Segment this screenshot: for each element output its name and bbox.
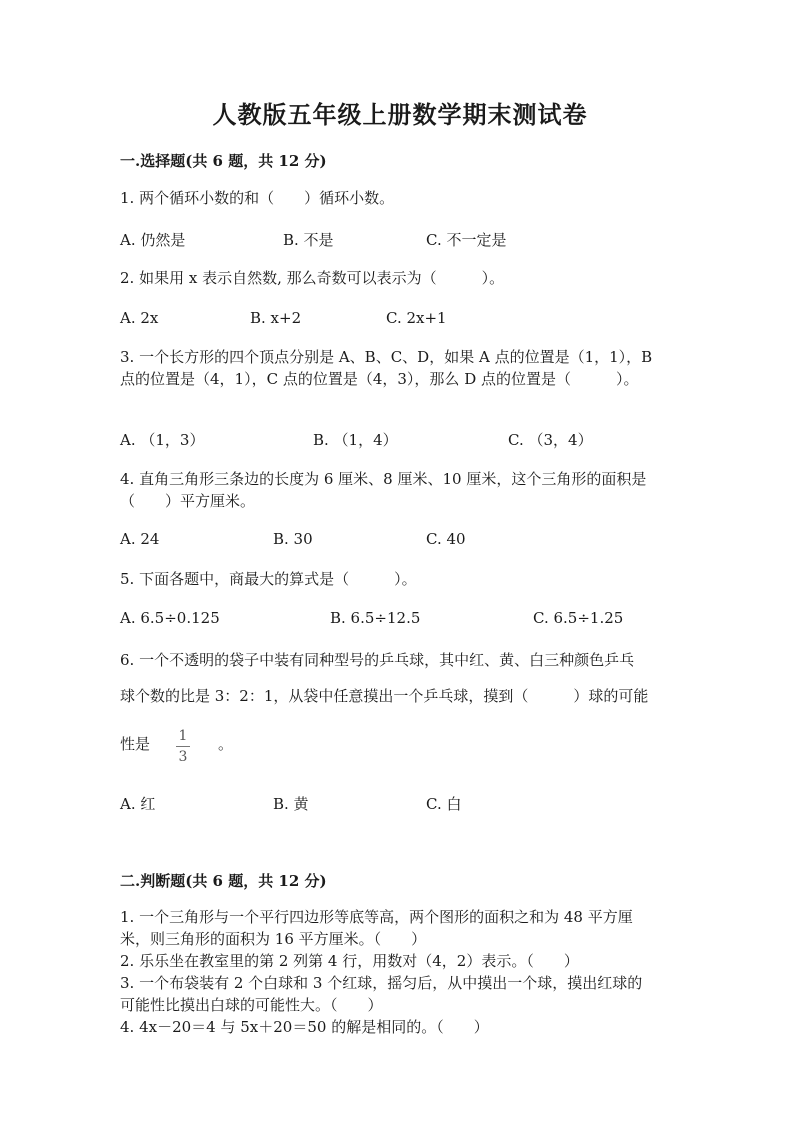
question-6-option-b: B. 黄 <box>273 795 309 813</box>
question-3-text-line-2: 点的位置是（4，1），C 点的位置是（4，3），那么 D 点的位置是（ ）。 <box>120 370 639 388</box>
fraction-numerator: 1 <box>178 728 188 744</box>
question-2-option-a: A. 2x <box>120 309 159 327</box>
page-title: 人教版五年级上册数学期末测试卷 <box>212 100 588 129</box>
judgement-line-3: 2. 乐乐坐在教室里的第 2 列第 4 行，用数对（4，2）表示。（ ） <box>120 952 579 970</box>
question-1-option-b: B. 不是 <box>283 231 334 249</box>
judgement-line-2: 米，则三角形的面积为 16 平方厘米。（ ） <box>120 930 427 948</box>
judgement-line-6: 4. 4x－20＝4 与 5x＋20＝50 的解是相同的。（ ） <box>120 1018 489 1036</box>
question-1-option-a: A. 仍然是 <box>120 231 186 249</box>
question-1-option-c: C. 不一定是 <box>426 231 507 249</box>
question-2-option-b: B. x+2 <box>250 309 302 327</box>
question-5-text: 5. 下面各题中，商最大的算式是（ ）。 <box>120 570 417 588</box>
section-heading-choice: 一.选择题(共 6 题，共 12 分) <box>120 152 327 170</box>
judgement-line-5: 可能性比摸出白球的可能性大。（ ） <box>120 996 383 1014</box>
fraction-one-third <box>175 728 191 765</box>
question-1-text: 1. 两个循环小数的和（ ）循环小数。 <box>120 189 395 207</box>
question-3-option-c: C. （3，4） <box>508 431 593 449</box>
question-4-option-a: A. 24 <box>120 530 160 548</box>
judgement-line-4: 3. 一个布袋装有 2 个白球和 3 个红球，摇匀后，从中摸出一个球，摸出红球的 <box>120 974 643 992</box>
question-4-option-c: C. 40 <box>426 530 466 548</box>
judgement-line-1: 1. 一个三角形与一个平行四边形等底等高，两个图形的面积之和为 48 平方厘 <box>120 908 633 926</box>
question-3-option-a: A. （1，3） <box>120 431 205 449</box>
question-3-option-b: B. （1，4） <box>313 431 398 449</box>
question-3-text-line-1: 3. 一个长方形的四个顶点分别是 A、B、C、D，如果 A 点的位置是（1，1），B <box>120 348 653 366</box>
question-5-option-c: C. 6.5÷1.25 <box>533 609 624 627</box>
question-6-text-trail: 。 <box>218 735 234 753</box>
question-6-option-c: C. 白 <box>426 795 462 813</box>
question-2-option-c: C. 2x+1 <box>386 309 447 327</box>
fraction-bar <box>176 746 190 747</box>
question-6-text-line-2: 球个数的比是 3：2：1，从袋中任意摸出一个乒乓球，摸到（ ）球的可能 <box>120 687 649 705</box>
question-6-text-line-1: 6. 一个不透明的袋子中装有同种型号的乒乓球，其中红、黄、白三种颜色乒乓 <box>120 651 635 669</box>
question-5-option-b: B. 6.5÷12.5 <box>330 609 421 627</box>
question-2-text: 2. 如果用 x 表示自然数, 那么奇数可以表示为（ ）。 <box>120 269 505 287</box>
question-4-text-line-2: （ ）平方厘米。 <box>120 492 256 510</box>
section-heading-judgement: 二.判断题(共 6 题，共 12 分) <box>120 872 327 890</box>
question-4-option-b: B. 30 <box>273 530 313 548</box>
fraction-denominator: 3 <box>178 749 188 765</box>
question-5-option-a: A. 6.5÷0.125 <box>120 609 220 627</box>
question-6-option-a: A. 红 <box>120 795 156 813</box>
question-6-text-line-3: 性是 <box>120 735 151 753</box>
question-4-text-line-1: 4. 直角三角形三条边的长度为 6 厘米、8 厘米、10 厘米，这个三角形的面积是 <box>120 470 647 488</box>
